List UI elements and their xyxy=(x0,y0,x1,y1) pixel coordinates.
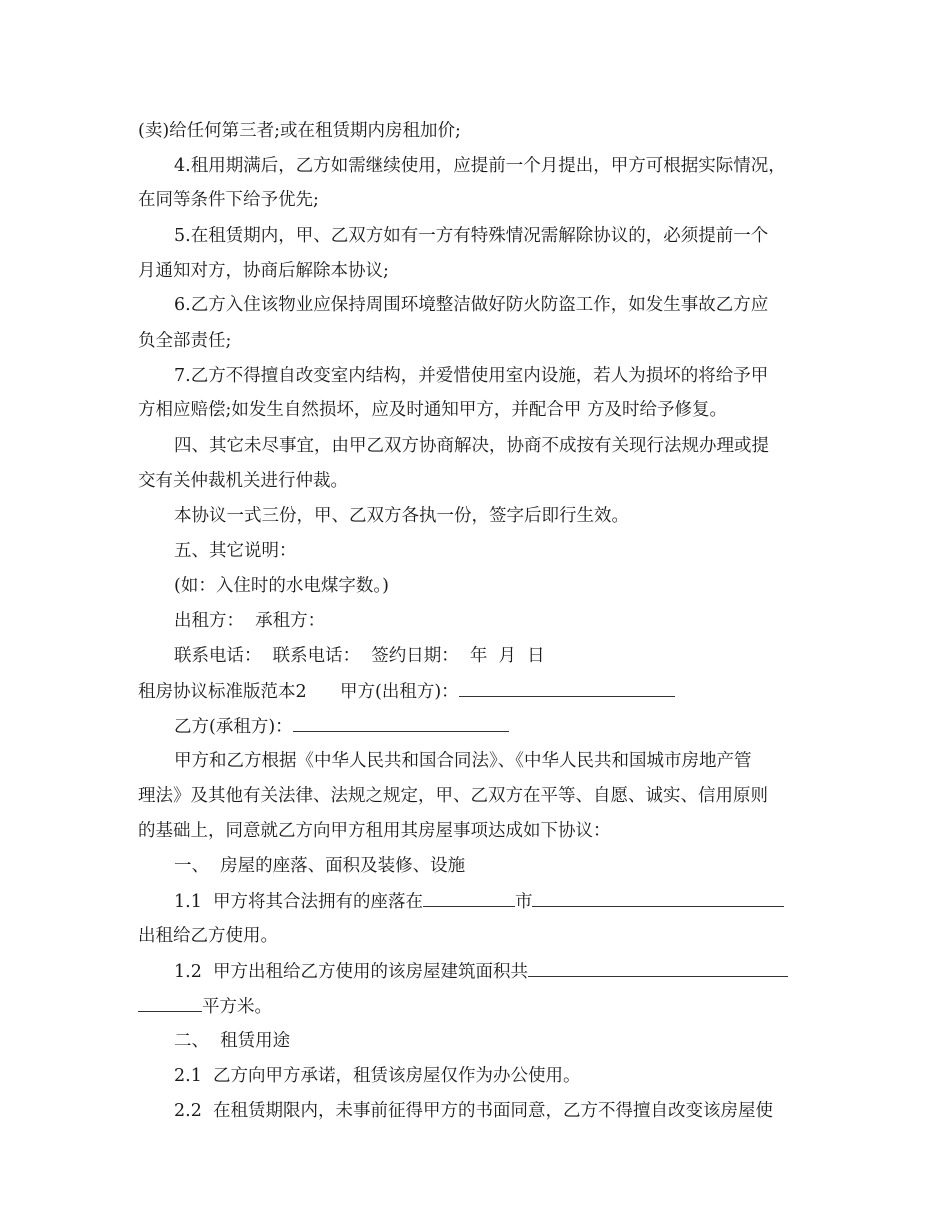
paragraph-line: 方相应赔偿;如发生自然损坏，应及时通知甲方，并配合甲 方及时给予修复。 xyxy=(138,400,727,420)
tenant-blank xyxy=(293,716,509,732)
paragraph-line: 4.租用期满后，乙方如需继续使用，应提前一个月提出，甲方可根据实际情况， xyxy=(174,156,786,176)
clause-text: 1.2 甲方出租给乙方使用的该房屋建筑面积共 xyxy=(174,962,528,982)
clause-line: 2.1 乙方向甲方承诺，租赁该房屋仅作为办公使用。 xyxy=(174,1066,581,1086)
tenant-line xyxy=(174,716,509,737)
paragraph-line: 甲方和乙方根据《中华人民共和国合同法》、《中华人民共和国城市房地产管 xyxy=(174,751,752,771)
tenant-label: 乙方(承租方)： xyxy=(174,717,293,737)
paragraph-line: 6.乙方入住该物业应保持周围环境整洁做好防火防盗工作，如发生事故乙方应 xyxy=(174,295,769,315)
paragraph-line: 月通知对方，协商后解除本协议; xyxy=(138,261,389,281)
contact-date-line: 联系电话： 联系电话： 签约日期： 年 月 日 xyxy=(174,646,545,666)
paragraph-line: 7.乙方不得擅自改变室内结构，并爱惜使用室内设施，若人为损坏的将给予甲 xyxy=(174,366,769,386)
paragraph-line: 的基础上，同意就乙方向甲方租用其房屋事项达成如下协议： xyxy=(138,821,611,841)
area-blank xyxy=(528,961,788,977)
paragraph-line: 交有关仲裁机关进行仲裁。 xyxy=(138,471,348,491)
city-blank xyxy=(423,891,515,907)
paragraph-line: 四、其它未尽事宜，由甲乙双方协商解决，协商不成按有关现行法规办理或提 xyxy=(174,436,769,456)
clause-text: 市 xyxy=(514,892,533,912)
paragraph-line: 出租给乙方使用。 xyxy=(138,926,278,946)
clause-text: 1.1 甲方将其合法拥有的座落在 xyxy=(174,892,423,912)
paragraph-line: 在同等条件下给予优先; xyxy=(138,190,319,210)
template-title-line xyxy=(138,681,675,702)
clause-line xyxy=(174,961,788,982)
clause-line: 2.2 在租赁期限内，未事前征得甲方的书面同意，乙方不得擅自改变该房屋使 xyxy=(174,1101,773,1121)
paragraph-line: 负全部责任; xyxy=(138,331,232,351)
section-heading: 二、 租赁用途 xyxy=(174,1031,291,1051)
signature-parties-line: 出租方： 承租方： xyxy=(174,611,326,631)
section-heading: 一、 房屋的座落、面积及装修、设施 xyxy=(174,856,466,876)
paragraph-line: 本协议一式三份，甲、乙双方各执一份，签字后即行生效。 xyxy=(174,506,629,526)
paragraph-line: (如：入住时的水电煤字数。) xyxy=(174,576,389,596)
area-line xyxy=(138,996,272,1017)
paragraph-line: (卖)给任何第三者;或在租赁期内房租加价; xyxy=(138,121,461,141)
address-blank xyxy=(532,891,784,907)
unit-text: 平方米。 xyxy=(202,997,272,1017)
template-title: 租房协议标准版范本2 甲方(出租方)： xyxy=(138,682,459,702)
paragraph-line: 理法》及其他有关法律、法规之规定，甲、乙双方在平等、自愿、诚实、信用原则 xyxy=(138,786,768,806)
section-heading: 五、其它说明： xyxy=(174,541,297,561)
area-blank-cont xyxy=(138,996,202,1012)
landlord-blank xyxy=(459,681,675,697)
paragraph-line: 5.在租赁期内，甲、乙双方如有一方有特殊情况需解除协议的，必须提前一个 xyxy=(174,226,769,246)
clause-line xyxy=(174,891,784,912)
